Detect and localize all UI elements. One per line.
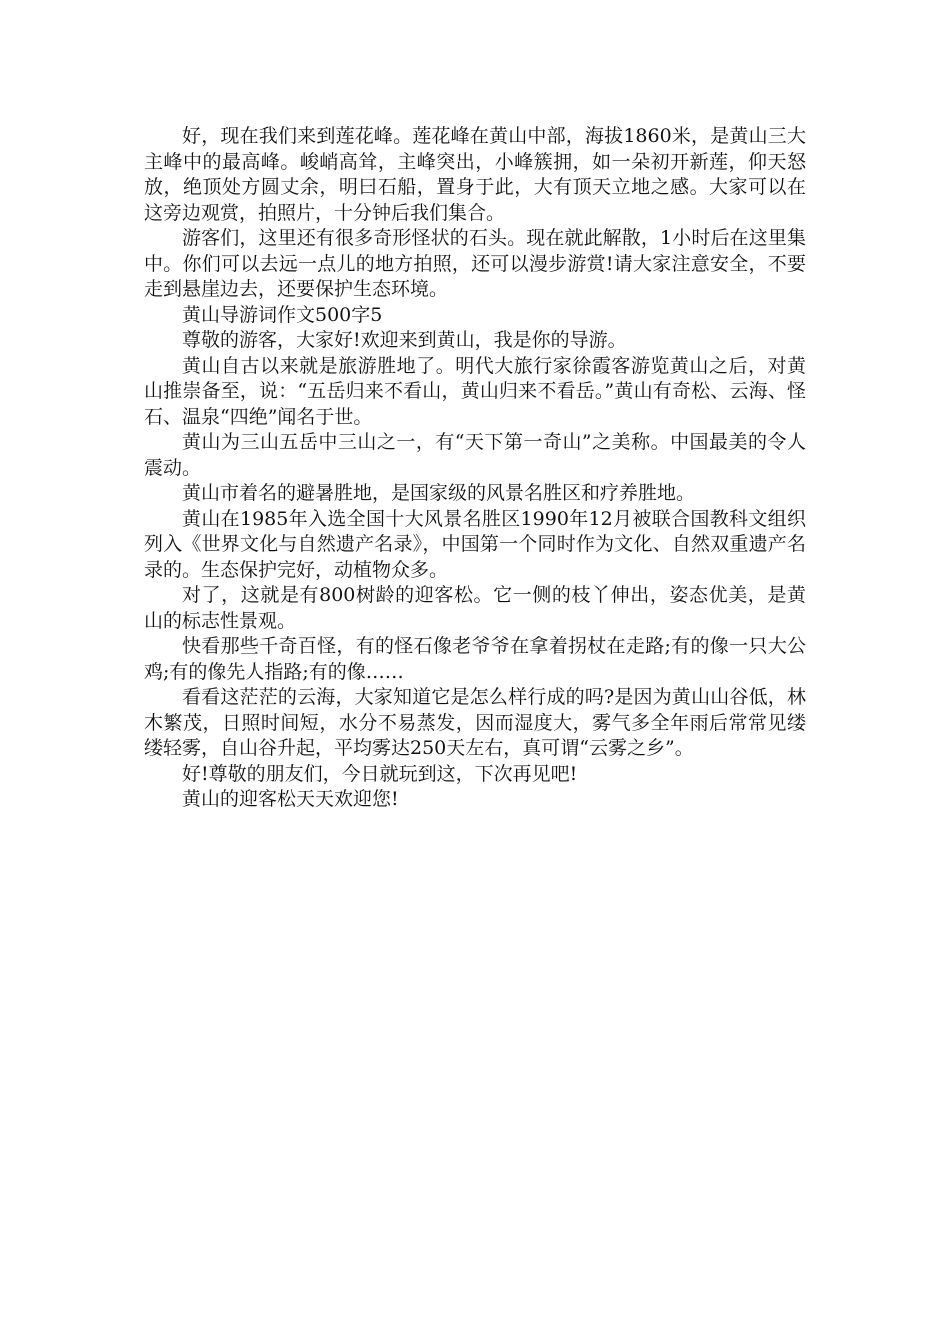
paragraph-world-heritage: 黄山在1985年入选全国十大风景名胜区1990年12月被联合国教科文组织列入《世界文化与自然遗产名录》，中国第一个同时作为文化、自然双重遗产名录的。生态保护完好，动植物众多。 bbox=[144, 507, 806, 581]
paragraph-welcoming-pine: 对了，这就是有800树龄的迎客松。它一侧的枝丫伸出，姿态优美，是黄山的标志性景观。 bbox=[144, 584, 806, 632]
paragraph-history: 黄山自古以来就是旅游胜地了。明代大旅行家徐霞客游览黄山之后，对黄山推崇备至，说：“五岳归来不看山，黄山归来不看岳。”黄山有奇松、云海、怪石、温泉“四绝”闻名于世。 bbox=[144, 354, 806, 428]
section-heading: 黄山导游词作文500字5 bbox=[182, 303, 383, 326]
paragraph-greeting: 尊敬的游客，大家好!欢迎来到黄山，我是你的导游。 bbox=[182, 329, 627, 351]
paragraph-rock-shapes: 快看那些千奇百怪，有的怪石像老爷爷在拿着拐杖在走路;有的像一只大公鸡;有的像先人指路;有的像…… bbox=[144, 635, 806, 683]
paragraph-famous-mountain: 黄山为三山五岳中三山之一，有“天下第一奇山”之美称。中国最美的令人震动。 bbox=[144, 431, 806, 479]
paragraph-summer-resort: 黄山市着名的避暑胜地，是国家级的风景名胜区和疗养胜地。 bbox=[182, 482, 696, 504]
paragraph-sea-of-clouds: 看看这茫茫的云海，大家知道它是怎么样行成的吗?是因为黄山山谷低，林木繁茂，日照时间短，水分不易蒸发，因而湿度大，雾气多全年雨后常常见缕缕轻雾，自山谷升起，平均雾达250天左右，真可谓“云雾之乡”。 bbox=[144, 686, 806, 759]
paragraph-closing: 黄山的迎客松天天欢迎您! bbox=[182, 788, 399, 810]
document-body bbox=[144, 124, 806, 813]
paragraph-lotus-peak: 好，现在我们来到莲花峰。莲花峰在黄山中部，海拔1860米，是黄山三大主峰中的最高峰。峻峭高耸，主峰突出，小峰簇拥，如一朵初开新莲，仰天怒放，绝顶处方圆丈余，明曰石船，置身于此，大有顶天立地之感。大家可以在这旁边观赏，拍照片，十分钟后我们集合。 bbox=[144, 125, 806, 224]
paragraph-farewell: 好!尊敬的朋友们，今日就玩到这，下次再见吧! bbox=[182, 762, 578, 785]
paragraph-strange-rocks: 游客们，这里还有很多奇形怪状的石头。现在就此解散，1小时后在这里集中。你们可以去远一点儿的地方拍照，还可以漫步游赏!请大家注意安全，不要走到悬崖边去，还要保护生态环境。 bbox=[144, 227, 806, 300]
